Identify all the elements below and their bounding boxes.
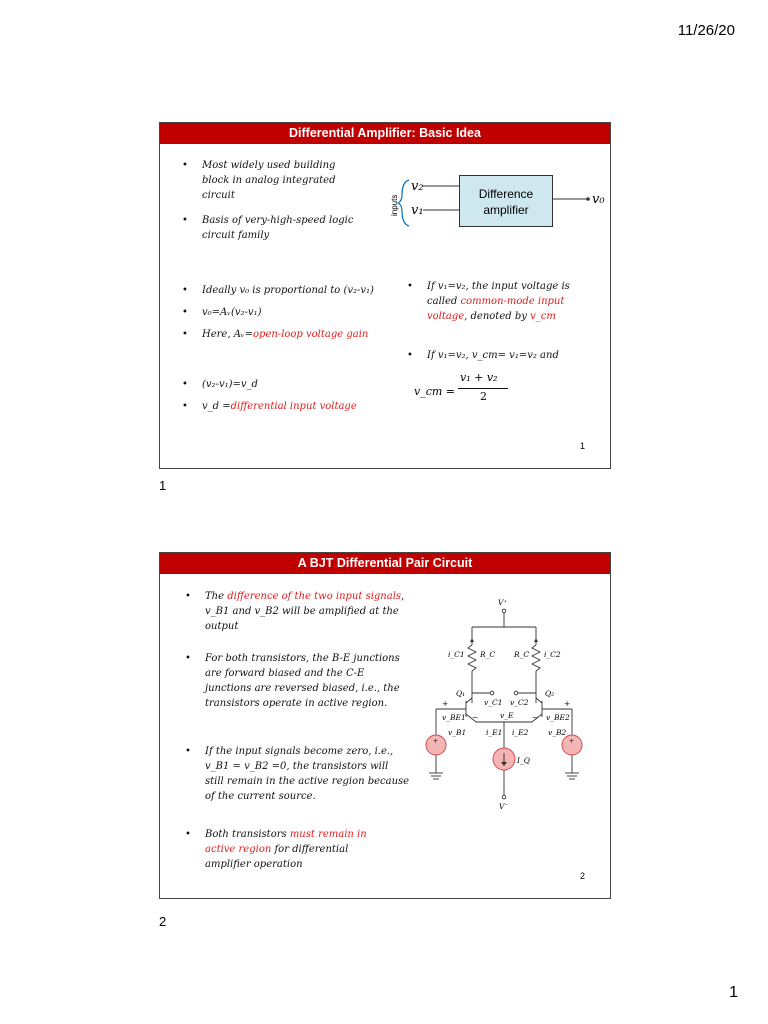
slide-1-title: Differential Amplifier: Basic Idea: [160, 123, 610, 144]
vc1-label: v_C1: [484, 698, 503, 707]
vb1-label: v_B1: [448, 728, 467, 737]
rc-left-resistor: [468, 645, 476, 671]
vbe2-plus: +: [564, 699, 571, 708]
vc2-terminal: [514, 691, 518, 695]
bullet-proportional: • Ideally v₀ is proportional to (v₂-v₁): [202, 283, 392, 298]
slide-2-title: A BJT Differential Pair Circuit: [160, 553, 610, 574]
input-brace: [398, 180, 409, 226]
formula-numerator: v₁ + v₂: [460, 371, 498, 384]
vb2-source-plus: +: [569, 738, 575, 745]
bjt-diff-pair-circuit: [422, 595, 587, 815]
vc1-terminal: [490, 691, 494, 695]
vminus-label: V⁻: [499, 802, 509, 811]
ie2-label: i_E2: [512, 728, 529, 737]
ic2-label: i_C2: [544, 650, 561, 659]
vbe1-plus: +: [442, 699, 449, 708]
bullet-building-block: • Most widely used building block in analog integrated circuit: [202, 158, 362, 203]
bullet-equation: • v₀=Aᵥ(v₂-v₁): [202, 305, 392, 320]
box-line-2: amplifier: [483, 203, 529, 217]
vbe1-label: v_BE1: [442, 713, 466, 722]
formula-denominator: 2: [480, 390, 487, 403]
bullet-vd-def: • v_d =differential input voltage: [202, 399, 402, 414]
vbe1-minus: −: [472, 713, 479, 722]
vminus-terminal: [502, 795, 506, 799]
v2-label: v₂: [411, 179, 424, 194]
bullet-gain: • Here, Aᵥ=open-loop voltage gain: [202, 327, 402, 342]
output-terminal: [586, 197, 590, 201]
bullet-logic-family: • Basis of very-high-speed logic circuit family: [202, 213, 362, 243]
bullet-biasing: • For both transistors, the B-E junctions are forward biased and the C-E junctions are reversed biased, i.e., the transistors operate in active region.: [205, 651, 400, 711]
rc-right-label: R_C: [514, 650, 530, 659]
bullet-active-region: • Both transistors must remain in active region for differential amplifier operation: [205, 827, 395, 872]
ic2-arrow: [534, 638, 538, 642]
page-number: 1: [729, 984, 738, 1001]
ic1-label: i_C1: [448, 650, 465, 659]
vo-label: v₀: [592, 192, 605, 207]
slide-2-number: 2: [579, 871, 585, 881]
q1-collector-diag: [466, 698, 472, 703]
ve-label: v_E: [500, 711, 514, 720]
date-header: 11/26/20: [677, 22, 735, 39]
difference-amplifier-box: [459, 175, 553, 227]
vb1-source-plus: +: [433, 738, 439, 745]
slide-1-page-label: 1: [159, 478, 167, 493]
ic1-arrow: [470, 638, 474, 642]
slide-1-number: 1: [579, 441, 585, 451]
inputs-label: inputs: [390, 194, 399, 216]
q2-label: Q₂: [545, 689, 555, 698]
bullet-vd: • (v₂-v₁)=v_d: [202, 377, 392, 392]
vbe2-label: v_BE2: [546, 713, 570, 722]
vplus-terminal: [502, 609, 506, 613]
bullet-vcm: • If v₁=v₂, v_cm= v₁=v₂ and: [427, 348, 602, 363]
q2-collector-diag: [536, 698, 542, 703]
box-line-1: Difference: [478, 187, 534, 201]
vc2-label: v_C2: [510, 698, 529, 707]
v1-label: v₁: [411, 203, 424, 218]
vplus-label: V⁺: [498, 598, 508, 607]
rc-right-resistor: [532, 645, 540, 671]
ie1-label: i_E1: [486, 728, 503, 737]
slide-2-page-label: 2: [159, 914, 167, 929]
bullet-common-mode: • If v₁=v₂, the input voltage is called common-mode input voltage, denoted by v_cm: [427, 279, 597, 324]
bullet-zero-input: • If the input signals become zero, i.e., v_B1 = v_B2 =0, the transistors will still remain in the active region because of the current source.: [205, 744, 410, 804]
formula-bar: [458, 388, 508, 389]
slide-2: [159, 552, 611, 899]
formula-lhs: v_cm =: [414, 385, 456, 398]
vbe2-minus: −: [532, 713, 539, 722]
slide-1: [159, 122, 611, 469]
vb2-label: v_B2: [548, 728, 567, 737]
bullet-difference: • The difference of the two input signals, v_B1 and v_B2 will be amplified at the output: [205, 589, 415, 634]
rc-left-label: R_C: [480, 650, 496, 659]
q1-label: Q₁: [456, 689, 466, 698]
iq-label: I_Q: [517, 756, 530, 765]
